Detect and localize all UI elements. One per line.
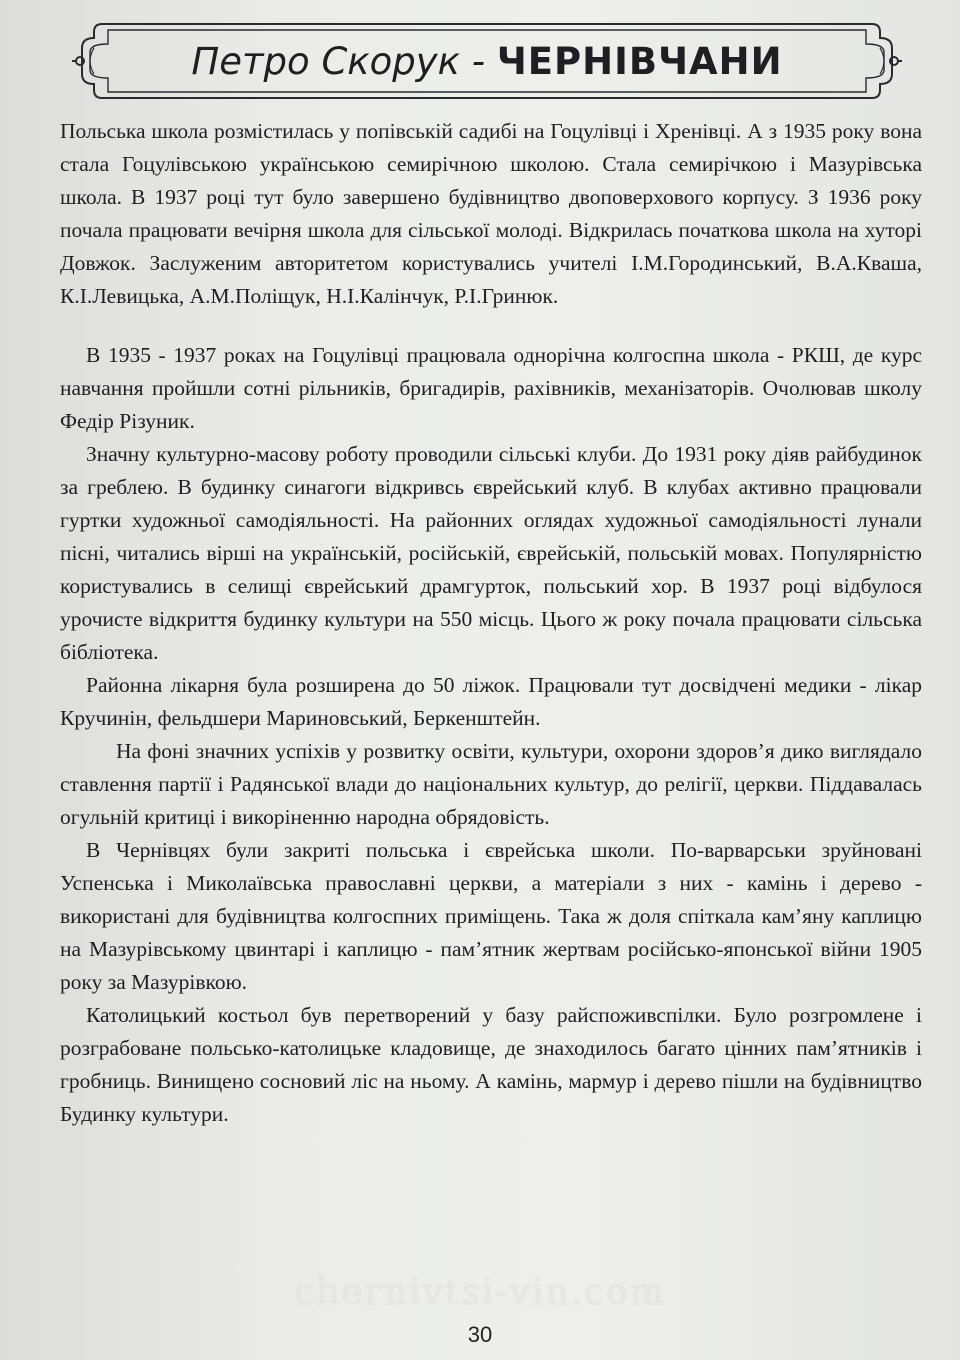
header-author: Петро Скорук <box>191 40 460 83</box>
running-header <box>72 18 902 104</box>
paragraph: В Чернівцях були закриті польська і єврейська школи. По-варварськи зруйновані Успенська і Миколаївська православні церкви, а матеріали з них - камінь і дерево - використані для будівництва колгоспних приміщень. Така ж доля спіткала кам’яну каплицю на Мазурівському цвинтарі і каплицю - пам’ятник жертвам російсько-японської війни 1905 року за Мазурівкою. <box>60 838 922 994</box>
header-separator: - <box>460 40 497 83</box>
page-number: 30 <box>467 1322 493 1347</box>
body-text <box>60 115 922 1131</box>
header-book-title: ЧЕРНІВЧАНИ <box>496 40 783 83</box>
paragraph: Районна лікарня була розширена до 50 ліжок. Працювали тут досвідчені медики - лікар Кручинін, фельдшери Мариновський, Беркенштейн. <box>60 673 922 730</box>
paragraph: Значну культурно-масову роботу проводили сільські клуби. До 1931 року діяв райбудинок за греблею. В будинку синагоги відкривсь єврейський клуб. В клубах активно працювали гуртки художньої самодіяльності. На районних оглядах художньої самодіяльності лунали пісні, читались вірші на українській, російській, єврейській, польській мовах. Популярністю користувались в селищі єврейський драмгурток, польський хор. В 1937 році відбулося урочисте відкриття будинку культури на 550 місць. Цього ж року почала працювати сільська бібліотека. <box>60 442 922 664</box>
watermark: chernivtsi-vin.com <box>294 1272 666 1313</box>
paragraph: Польська школа розмістилась у попівській садибі на Гоцулівці і Хренівці. А з 1935 року вона стала Гоцулівською українською семирічною школою. Стала семирічкою і Мазурівська школа. В 1937 році тут було завершено будівництво двоповерхового корпусу. З 1936 року почала працювати вечірня школа для сільської молоді. Відкрилась початкова школа на хуторі Довжок. Заслуженим авторитетом користувались учителі І.М.Городинський, В.А.Кваша, К.І.Левицька, А.М.Поліщук, Н.І.Калінчук, Р.І.Гринюк. <box>60 119 922 308</box>
paragraph: Католицький костьол був перетворений у базу райспоживспілки. Було розгромлене і розграбоване польсько-католицьке кладовище, де знаходилось багато цінних пам’ятників і гробниць. Винищено сосновий ліс на ньому. А камінь, мармур і дерево пішли на будівництво Будинку культури. <box>60 1003 922 1126</box>
header-title <box>72 40 902 84</box>
paragraph: На фоні значних успіхів у розвитку освіти, культури, охорони здоров’я дико виглядало ставлення партії і Радянської влади до національних культур, до релігії, церкви. Піддавалась огульній критиці і викоріненню народна обрядовість. <box>60 739 922 829</box>
paragraph: В 1935 - 1937 роках на Гоцулівці працювала однорічна колгоспна школа - РКШ, де курс навчання пройшли сотні рільників, бригадирів, рахівників, механізаторів. Очолював школу Федір Різуник. <box>60 343 922 433</box>
